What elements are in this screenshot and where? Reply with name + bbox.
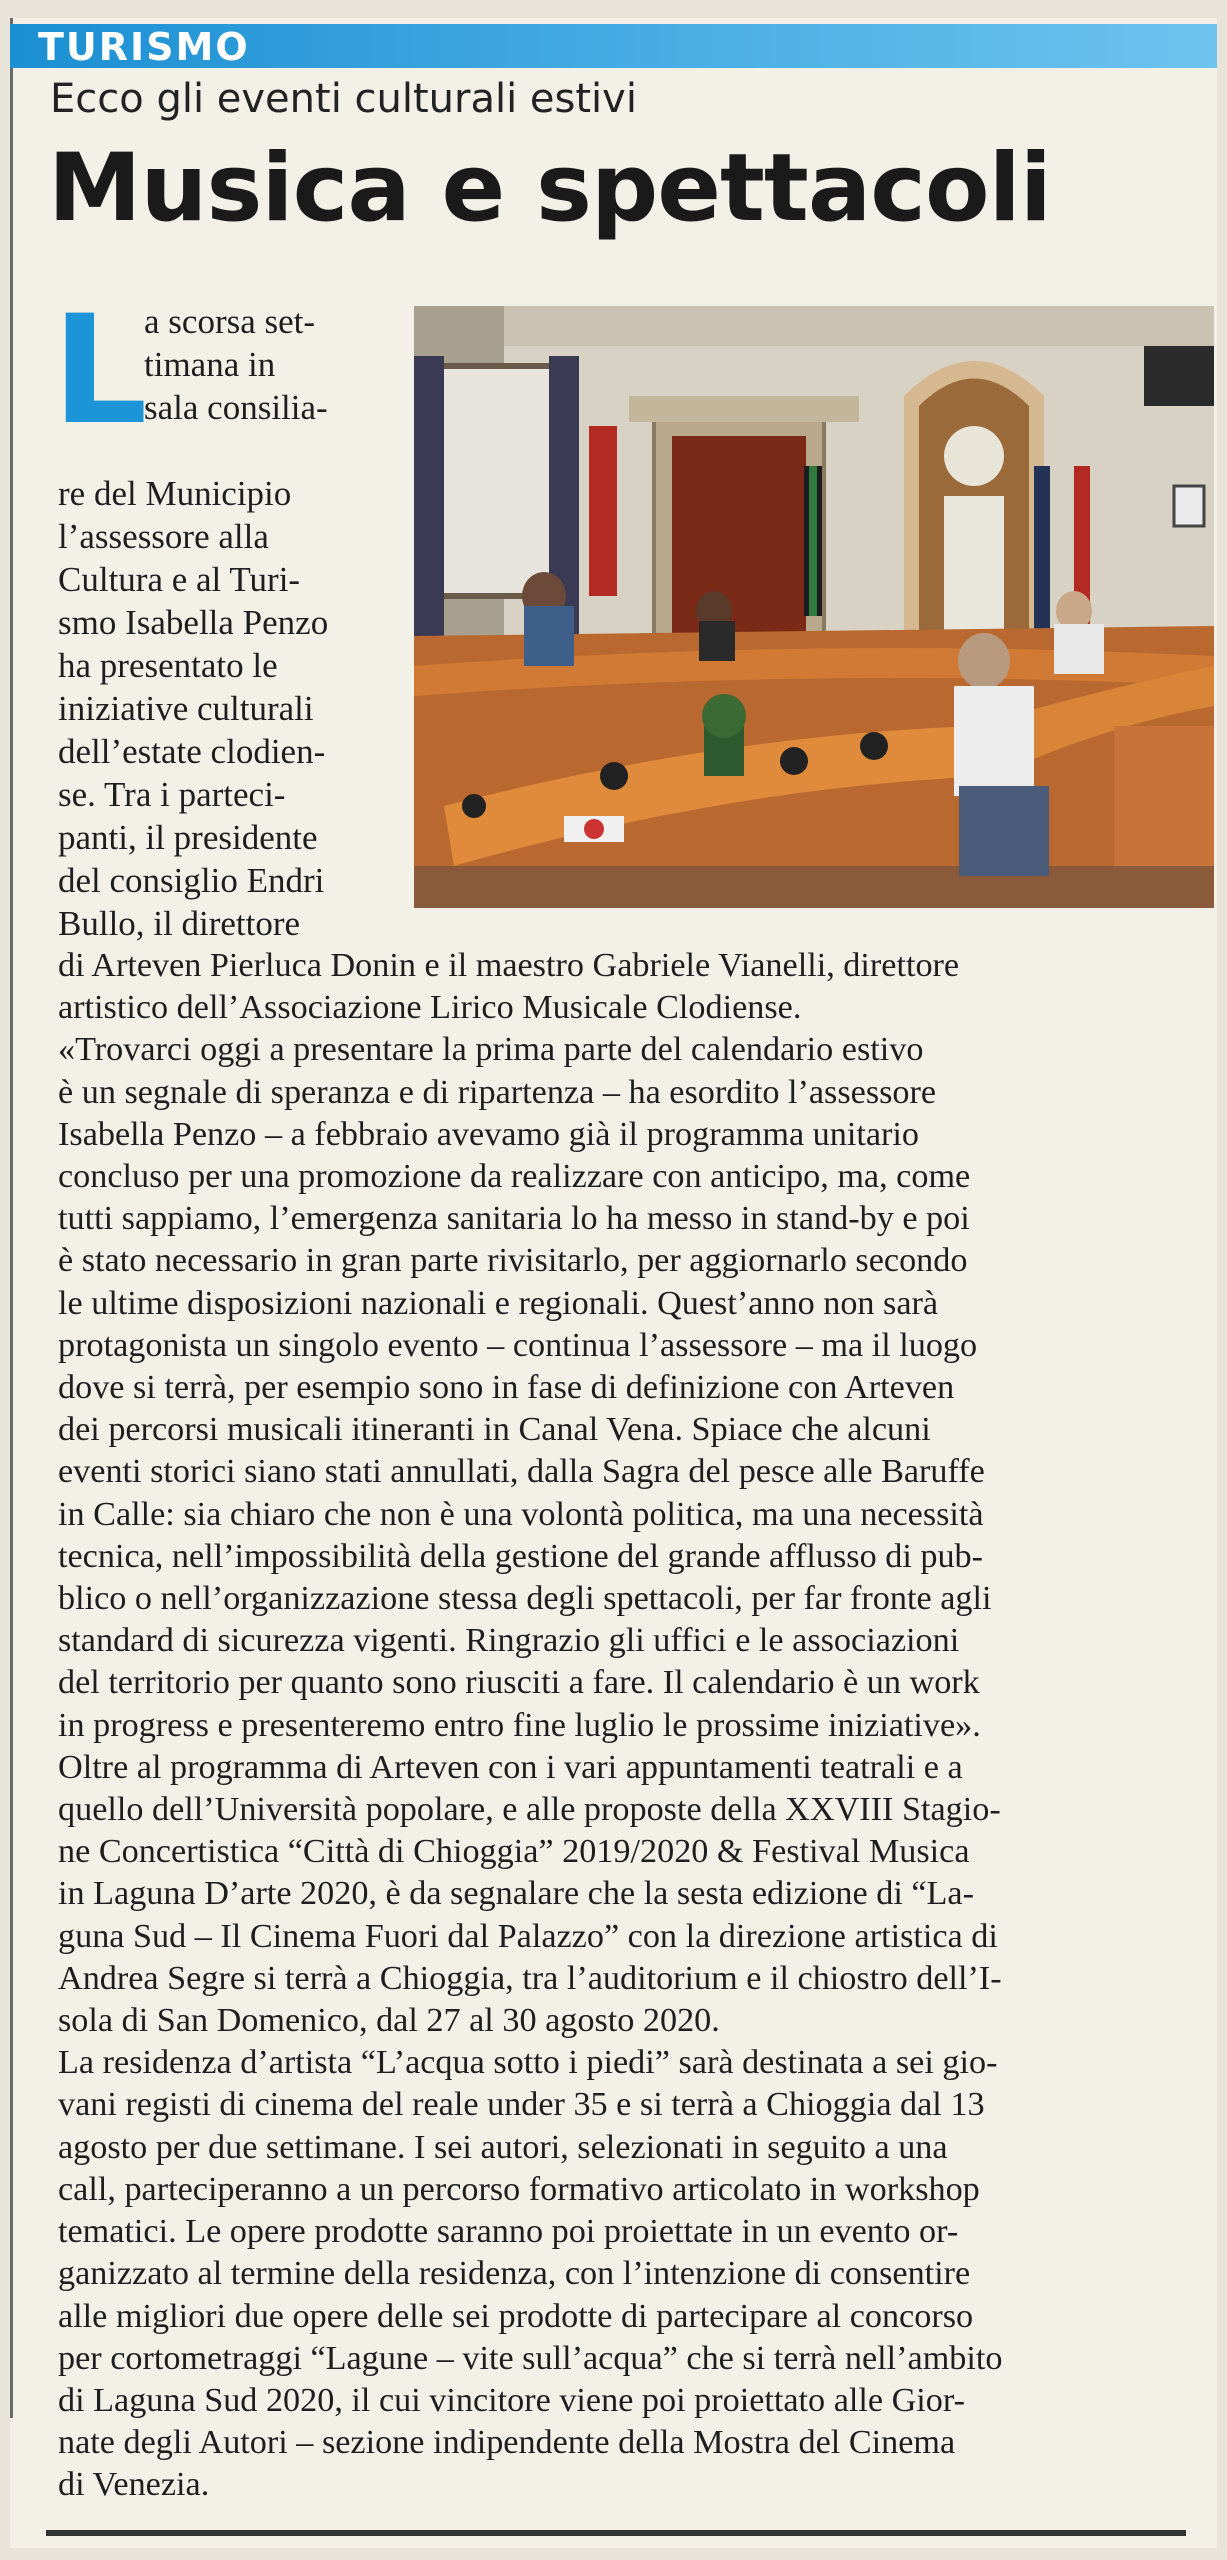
body-line: Isabella Penzo – a febbraio avevamo già il programma unitario (58, 1115, 920, 1153)
article-kicker: Ecco gli eventi culturali estivi (50, 76, 637, 122)
intro-column (144, 300, 406, 429)
body-line: di Laguna Sud 2020, il cui vincitore viene poi proiettato alle Gior- (58, 2381, 965, 2419)
column-line: a scorsa set- (144, 302, 316, 341)
body-line: alle migliori due opere delle sei prodotte di partecipare al concorso (58, 2297, 974, 2335)
article-body (58, 945, 1188, 2507)
column-line: se. Tra i parteci- (58, 775, 286, 814)
column-line: l’assessore alla (58, 517, 269, 556)
body-line: in progress e presenteremo entro fine luglio le prossime iniziative». (58, 1706, 981, 1744)
body-line: guna Sud – Il Cinema Fuori dal Palazzo” con la direzione artistica di (58, 1917, 998, 1955)
left-border-rule (10, 18, 13, 2418)
section-header-bar (10, 24, 1217, 68)
body-line: La residenza d’artista “L’acqua sotto i piedi” sarà destinata a sei gio- (58, 2044, 998, 2082)
column-line: panti, il presidente (58, 818, 318, 857)
body-line: dei percorsi musicali itineranti in Canal Vena. Spiace che alcuni (58, 1411, 931, 1449)
body-line: protagonista un singolo evento – continua l’assessore – ma il luogo (58, 1326, 978, 1364)
body-line: Andrea Segre si terrà a Chioggia, tra l’auditorium e il chiostro dell’I- (58, 1959, 1002, 1997)
bottom-divider-rule (46, 2530, 1186, 2536)
body-line: nate degli Autori – sezione indipendente della Mostra del Cinema (58, 2424, 956, 2462)
body-line: call, parteciperanno a un percorso formativo articolato in workshop (58, 2170, 980, 2208)
column-line: re del Municipio (58, 474, 292, 513)
body-line: blico o nell’organizzazione stessa degli spettacoli, per far fronte agli (58, 1580, 992, 1618)
intro-column-continued (58, 472, 410, 945)
column-line: Cultura e al Turi- (58, 560, 301, 599)
body-line: artistico dell’Associazione Lirico Musicale Clodiense. (58, 989, 802, 1027)
column-line: timana in (144, 345, 276, 384)
column-line: dell’estate clodien- (58, 732, 326, 771)
section-label: TURISMO (38, 25, 250, 69)
body-line: ne Concertistica “Città di Chioggia” 2019/2020 & Festival Musica (58, 1833, 970, 1871)
body-line: dove si terrà, per esempio sono in fase di definizione con Arteven (58, 1369, 955, 1407)
body-line: tecnica, nell’impossibilità della gestione del grande afflusso di pub- (58, 1537, 984, 1575)
column-line: sala consilia- (144, 388, 328, 427)
body-line: «Trovarci oggi a presentare la prima parte del calendario estivo (58, 1031, 924, 1069)
body-line: le ultime disposizioni nazionali e regionali. Quest’anno non sarà (58, 1284, 939, 1322)
body-line: in Laguna D’arte 2020, è da segnalare che la sesta edizione di “La- (58, 1875, 974, 1913)
drop-cap: L (52, 284, 148, 458)
body-line: in Calle: sia chiaro che non è una volontà politica, ma una necessità (58, 1495, 984, 1533)
column-line: Bullo, il direttore (58, 904, 301, 943)
body-line: è un segnale di speranza e di ripartenza – ha esordito l’assessore (58, 1073, 937, 1111)
body-line: agosto per due settimane. I sei autori, selezionati in seguito a una (58, 2128, 948, 2166)
body-line: eventi storici siano stati annullati, dalla Sagra del pesce alle Baruffe (58, 1453, 985, 1491)
body-line: tutti sappiamo, l’emergenza sanitaria lo ha messo in stand-by e poi (58, 1200, 970, 1238)
council-chamber-photo (414, 306, 1214, 908)
column-line: ha presentato le (58, 646, 278, 685)
body-line: del territorio per quanto sono riusciti a fare. Il calendario è un work (58, 1664, 980, 1702)
article-headline: Musica e spettacoli (48, 134, 1052, 243)
body-line: tematici. Le opere prodotte saranno poi proiettate in un evento or- (58, 2213, 959, 2251)
body-line: sola di San Domenico, dal 27 al 30 agosto 2020. (58, 2002, 720, 2040)
body-line: Oltre al programma di Arteven con i vari appuntamenti teatrali e a (58, 1748, 963, 1786)
body-line: per cortometraggi “Lagune – vite sull’acqua” che si terrà nell’ambito (58, 2339, 1003, 2377)
column-line: smo Isabella Penzo (58, 603, 329, 642)
body-line: concluso per una promozione da realizzare con anticipo, ma, come (58, 1158, 971, 1196)
body-line: di Venezia. (58, 2466, 210, 2504)
column-line: del consiglio Endri (58, 861, 325, 900)
body-line: vani registi di cinema del reale under 35 e si terrà a Chioggia dal 13 (58, 2086, 985, 2124)
body-line: di Arteven Pierluca Donin e il maestro Gabriele Vianelli, direttore (58, 947, 960, 984)
body-line: quello dell’Università popolare, e alle proposte della XXVIII Stagio- (58, 1791, 1001, 1829)
body-line: è stato necessario in gran parte rivisitarlo, per aggiornarlo secondo (58, 1242, 968, 1280)
body-line: ganizzato al termine della residenza, con l’intenzione di consentire (58, 2255, 971, 2293)
body-line: standard di sicurezza vigenti. Ringrazio gli uffici e le associazioni (58, 1622, 960, 1660)
column-line: iniziative culturali (58, 689, 314, 728)
